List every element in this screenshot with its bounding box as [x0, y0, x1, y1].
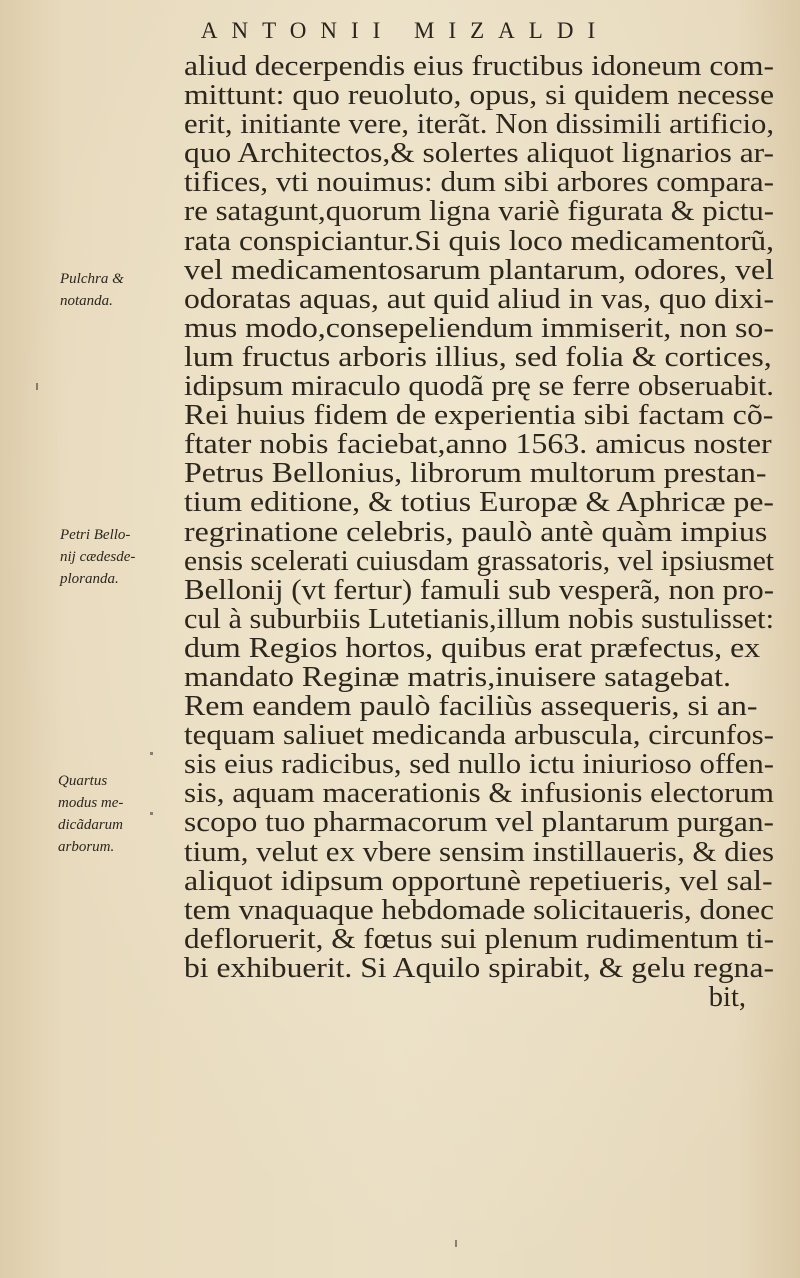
ink-speck: [150, 752, 153, 755]
text-line: tifices, vti nouimus: dum sibi arbores compara-: [184, 167, 775, 199]
main-text-block: [184, 52, 774, 1012]
text-line: mus modo,consepeliendum immiserit, non so-: [184, 312, 774, 344]
text-line: idipsum miraculo quodã prę se ferre obseruabit.: [184, 371, 775, 403]
marginal-line: nij cædesde-: [60, 549, 136, 565]
text-line: cul à suburbiis Lutetianis,illum nobis sustulisset:: [184, 603, 774, 635]
marginal-line: dicãdarum: [58, 817, 123, 833]
text-line: sis, aquam macerationis & infusionis electorum: [184, 778, 774, 810]
text-line: sis eius radicibus, sed nullo ictu iniurioso offen-: [184, 749, 774, 781]
text-line: aliud decerpendis eius fructibus idoneum com-: [184, 51, 775, 82]
marginal-line: ploranda.: [60, 571, 119, 587]
ink-speck: [150, 812, 153, 815]
marginal-note-bellonius: [60, 524, 180, 590]
text-line: quo Architectos,& solertes aliquot lignarios ar-: [184, 138, 775, 170]
marginal-line: Quartus: [58, 773, 108, 789]
text-line: mandato Reginæ matris,inuisere satagebat.: [184, 661, 731, 693]
marginal-note-quartus-modus: [58, 770, 178, 858]
text-line: tem vnaquaque hebdomade solicitaueris, donec: [184, 894, 774, 926]
text-line: ftater nobis faciebat,anno 1563. amicus noster: [184, 429, 772, 461]
marginal-line: arborum.: [58, 839, 115, 855]
text-line: mittunt: quo reuoluto, opus, si quidem necesse: [184, 80, 775, 112]
text-line: tium editione, & totius Europæ & Aphricæ pe-: [184, 487, 774, 519]
ink-speck: [36, 383, 38, 390]
text-line: erit, initiante vere, iterãt. Non dissimili artificio,: [184, 109, 775, 141]
text-line: defloruerit, & fœtus sui plenum rudimentum ti-: [184, 923, 774, 955]
text-line: Rem eandem paulò faciliùs assequeris, si an-: [184, 691, 758, 723]
text-line: scopo tuo pharmacorum vel plantarum purgan-: [184, 807, 774, 839]
marginal-line: modus me-: [58, 795, 124, 811]
text-line: lum fructus arboris illius, sed folia & cortices,: [184, 341, 772, 373]
marginal-line: notanda.: [60, 293, 113, 309]
text-line: ensis scelerati cuiusdam grassatoris, vel ipsiusmet: [184, 545, 774, 577]
text-line: vel medicamentosarum plantarum, odores, vel: [184, 254, 774, 286]
text-line: aliquot idipsum opportunè repetiueris, vel sal-: [184, 865, 773, 897]
text-line: bit,: [708, 982, 746, 1013]
running-head: ANTONII MIZALDI: [200, 18, 610, 43]
text-line: bi exhibuerit. Si Aquilo spirabit, & gelu regna-: [184, 952, 774, 984]
text-line: tequam saliuet medicanda arbuscula, circunfos-: [184, 720, 774, 752]
text-line: Petrus Bellonius, librorum multorum prestan-: [184, 458, 767, 490]
text-line: regrinatione celebris, paulò antè quàm impius: [184, 516, 768, 548]
marginal-note-pulchra: [60, 268, 180, 312]
text-line: dum Regios hortos, quibus erat præfectus, ex: [184, 632, 761, 664]
text-line: tium, velut ex vbere sensim instillaueris, & dies: [184, 836, 775, 868]
marginal-line: Petri Bello-: [60, 527, 131, 543]
text-line: Bellonij (vt fertur) famuli sub vesperã, non pro-: [184, 574, 774, 606]
text-line: rata conspiciantur.Si quis loco medicamentorũ,: [184, 225, 774, 257]
marginal-line: Pulchra &: [60, 271, 124, 287]
ink-speck: [455, 1240, 457, 1247]
text-line: odoratas aquas, aut quid aliud in vas, quo dixi-: [184, 283, 774, 315]
text-line: Rei huius fidem de experientia sibi factam cõ-: [184, 400, 774, 432]
text-line: re satagunt,quorum ligna variè figurata & pictu-: [184, 196, 775, 228]
